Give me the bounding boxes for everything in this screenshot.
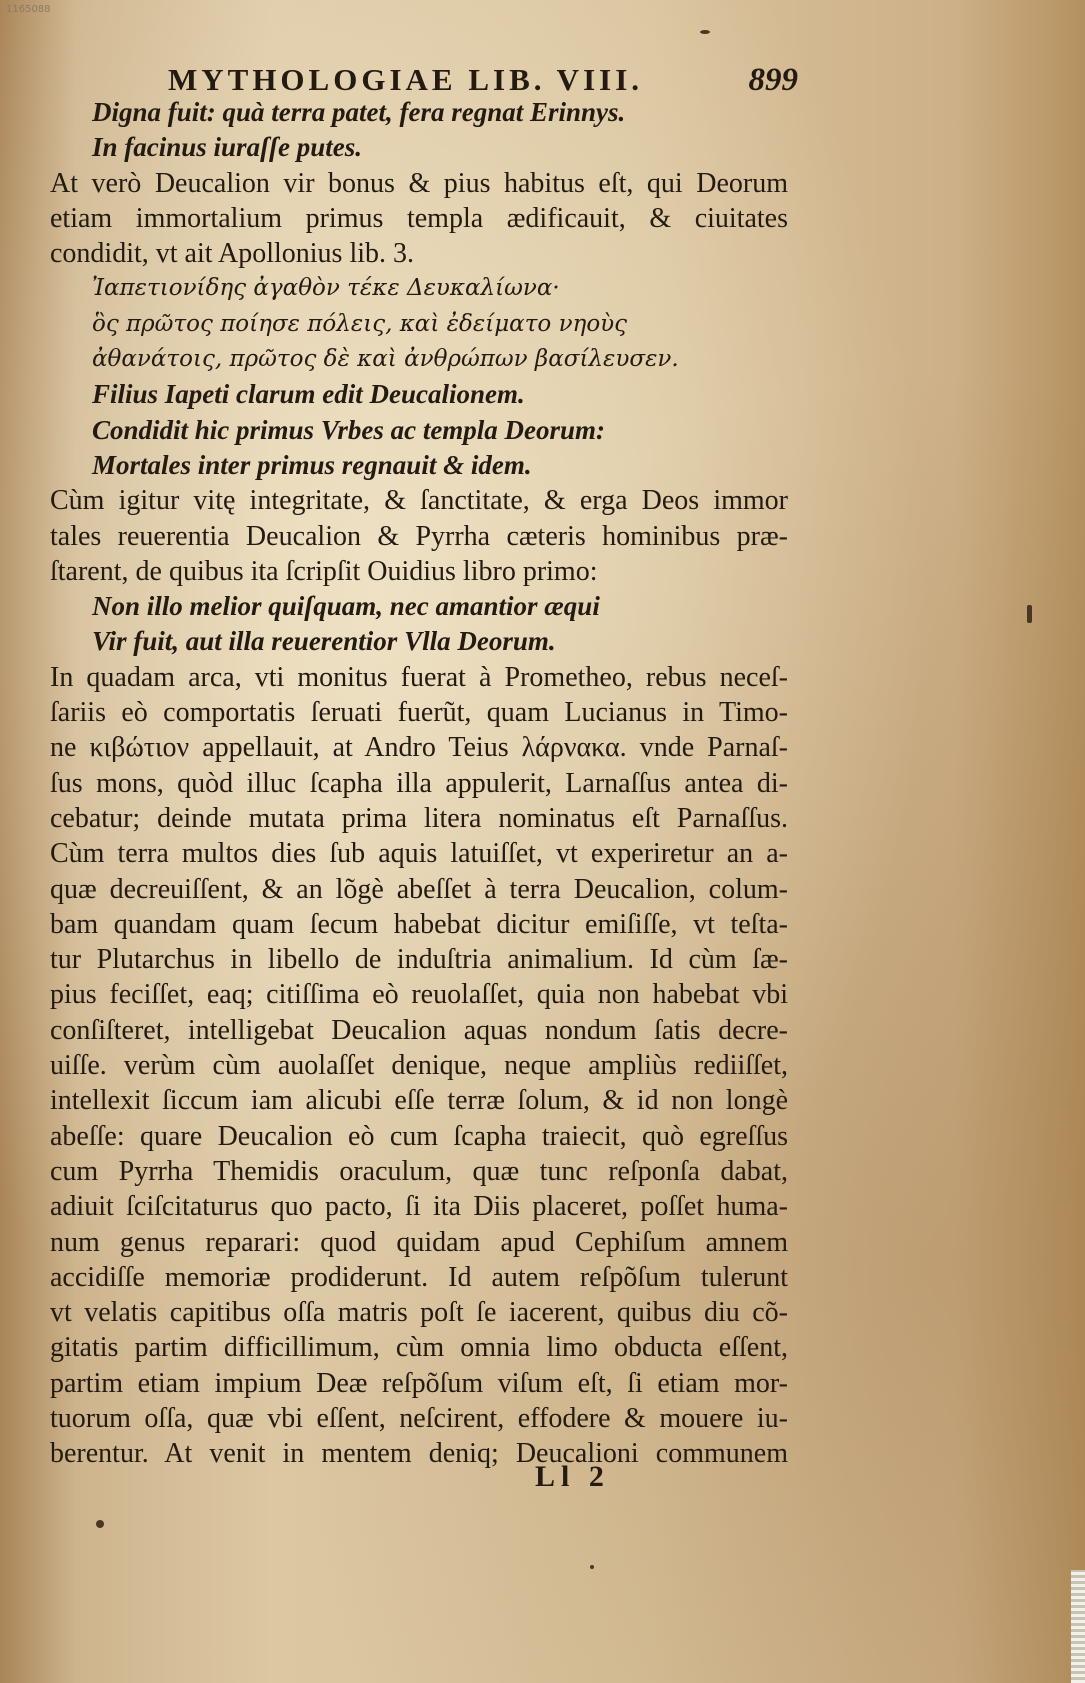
text-line: tuorum oſſa, quæ vbi eſſent, neſcirent, effodere & mouere iu-	[50, 1402, 788, 1434]
verse-line: Mortales inter primus regnauit & idem.	[92, 449, 532, 480]
text-line: abeſſe: quare Deucalion eò cum ſcapha traiecit, quò egreſſus	[50, 1120, 788, 1152]
text-line: cebatur; deinde mutata prima litera nominatus eſt Parnaſſus.	[50, 802, 788, 834]
text-line: intellexit ſiccum iam alicubi eſſe terræ ſolum, & id non longè	[50, 1085, 788, 1117]
greek-line: ἀθανάτοις, πρῶτος δὲ καὶ ἀνθρώπων βασίλευσεν.	[92, 346, 679, 373]
text-line: berentur. At venit in mentem deniq; Deucalioni communem	[50, 1438, 788, 1470]
greek-line: Ἰαπετιονίδης ἀγαθὸν τέκε Δευκαλίωνα·	[92, 275, 560, 302]
text-line: partim etiam impium Deæ reſpõſum viſum eſt, ſi etiam mor-	[50, 1367, 788, 1399]
verse-line: In facinus iuraſſe putes.	[92, 132, 363, 163]
text-line: ſariis eò comportatis ſeruati fuerũt, quam Lucianus in Timo-	[50, 697, 788, 729]
text-line: cum Pyrrha Themidis oraculum, quæ tunc reſponſa dabat,	[50, 1155, 788, 1187]
ink-speck	[700, 30, 710, 34]
text-line: pius feciſſet, eaq; citiſſima eò reuolaſſet, quia non habebat vbi	[50, 979, 788, 1011]
text-line: ne κιβώτιον appellauit, at Andro Teius λάρνακα. vnde Parnaſ-	[50, 732, 788, 764]
ink-speck	[96, 1520, 104, 1528]
text-block	[50, 95, 788, 1472]
text-line: tales reuerentia Deucalion & Pyrrha cæteris hominibus præ-	[50, 520, 788, 552]
text-line: In quadam arca, vti monitus fuerat à Prometheo, rebus neceſ-	[50, 661, 788, 693]
text-line: num genus reparari: quod quidam apud Cephiſum amnem	[50, 1226, 788, 1258]
text-line: quæ decreuiſſent, & an lõgè abeſſet à terra Deucalion, colum-	[50, 873, 788, 905]
text-line: ſus mons, quòd illuc ſcapha illa appulerit, Larnaſſus antea di-	[50, 767, 788, 799]
running-head: MYTHOLOGIAE LIB. VIII.	[168, 62, 644, 97]
page-number: 899	[748, 62, 798, 98]
verse-line: Vir fuit, aut illa reuerentior Vlla Deorum.	[92, 626, 556, 657]
printer-signature: Ll 2	[535, 1460, 610, 1493]
text-line: uiſſe. verùm cùm auolaſſet denique, neque ampliùs rediiſſet,	[50, 1050, 788, 1082]
text-line: accidiſſe memoriæ prodiderunt. Id autem reſpõſum tulerunt	[50, 1261, 788, 1293]
verse-line: Condidit hic primus Vrbes ac templa Deorum:	[92, 414, 606, 445]
text-line: tur Plutarchus in libello de induſtria animalium. Id cùm ſæ-	[50, 944, 788, 976]
text-line: bam quandam quam ſecum habebat dicitur emiſiſſe, vt teſta-	[50, 908, 788, 940]
text-line: adiuit ſciſcitaturus quo pacto, ſi ita Diis placeret, poſſet huma-	[50, 1191, 788, 1223]
text-line: condidit, vt ait Apollonius lib. 3.	[50, 238, 414, 270]
text-line: Cùm igitur vitę integritate, & ſanctitate, & erga Deos immor	[50, 485, 788, 517]
text-line: etiam immortalium primus templa ædificauit, & ciuitates	[50, 202, 788, 234]
archive-id: 1165088	[6, 4, 51, 15]
scan-edge-artifact	[1071, 1570, 1085, 1683]
text-line: ſtarent, de quibus ita ſcripſit Ouidius libro primo:	[50, 555, 598, 587]
verse-line: Non illo melior quiſquam, nec amantior æqui	[92, 591, 600, 622]
text-line: At verò Deucalion vir bonus & pius habitus eſt, qui Deorum	[50, 167, 788, 199]
verse-line: Filius Iapeti clarum edit Deucalionem.	[92, 379, 525, 410]
ink-speck	[590, 1565, 594, 1569]
text-line: conſiſteret, intelligebat Deucalion aquas nondum ſatis decre-	[50, 1014, 788, 1046]
text-line: vt velatis capitibus oſſa matris poſt ſe iacerent, quibus diu cõ-	[50, 1297, 788, 1329]
verse-line: Digna fuit: quà terra patet, fera regnat Erinnys.	[92, 97, 626, 127]
text-line: Cùm terra multos dies ſub aquis latuiſſet, vt experiretur an a-	[50, 838, 788, 870]
text-line: gitatis partim difficillimum, cùm omnia limo obducta eſſent,	[50, 1332, 788, 1364]
ink-speck	[1027, 605, 1032, 623]
greek-line: ὃς πρῶτος ποίησε πόλεις, καὶ ἐδείματο νηοὺς	[92, 310, 628, 337]
